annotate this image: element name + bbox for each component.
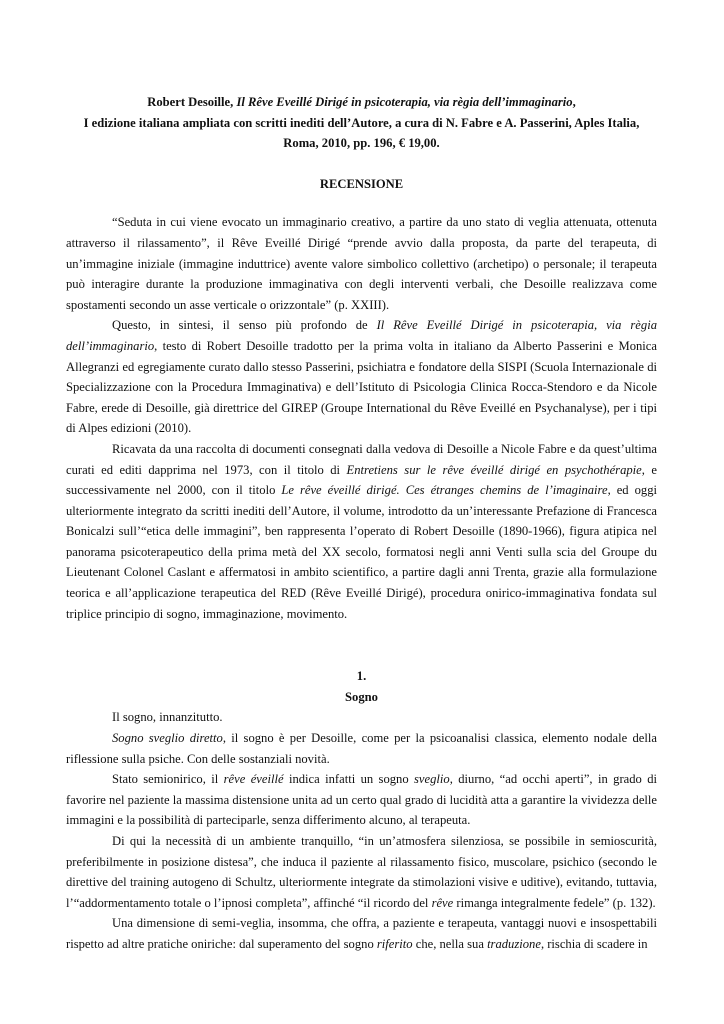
text-run: Una dimensione di semi-veglia, insomma, che offra, a paziente e terapeuta, vantaggi nuovi e insospettabili rispetto ad altre pratiche oniriche: dal superamento del sogno — [66, 916, 657, 951]
title-comma: , — [572, 95, 576, 109]
text-run: , diurno, “ad occhi aperti”, in grado di favorire nel paziente la massima distensione unita ad un certo qual grado di lucidità atta a garantire la vividezza delle immagini e la possibilità di parteciparle, senza differimento alcuno, al terapeuta. — [66, 772, 657, 828]
review-heading: RECENSIONE — [319, 176, 404, 191]
italic-run: Sogno sveglio diretto — [112, 731, 223, 746]
text-run: , ed oggi ulteriormente integrato da scritti inediti dell’Autore, il volume, introdotto da un’interessante Prefazione di Francesca Bonicalzi sull’“etica delle immagini”, ben rappresenta l’operato di Robert Desoille (1890-1966), figura atipica nel panorama psicoterapeutico della prima metà del XX secolo, formatosi negli anni Venti sulla scia del Groupe du Lieutenant Colonel Caslant e affermatosi in ambito scientifico, a partire dagli anni Trenta, grazie alla formulazione teorica e all’applicazione terapeutica del RED (Rêve Eveillé Dirigé), procedura onirico-immaginativa fondata sul triplice principio di sogno, immaginazione, movimento. — [66, 483, 657, 621]
document-page — [66, 92, 657, 955]
paragraph — [66, 439, 657, 624]
paragraph — [66, 769, 657, 831]
text-run: Il sogno, innanzitutto. — [112, 710, 223, 725]
text-run: “Seduta in cui viene evocato un immaginario creativo, a partire da uno stato di veglia attenuata, ottenuta attraverso il rilassamento”, il Rêve Eveillé Dirigé “prende avvio dalla proposta, da parte del terapeuta, di un’immagine iniziale (immagine induttrice) avente valore simbolico collettivo (archetipo) o personale; il terapeuta può interagire durante la produzione immaginativa con degli interventi verbali, che Desoille realizzava come spostamenti secondo un asse verticale o orizzontale” (p. XXIII). — [66, 215, 657, 312]
italic-run: Le rêve éveillé dirigé. Ces étranges chemins de l’imaginaire — [281, 483, 608, 498]
italic-run: Entretiens sur le rêve éveillé dirigé en psychothérapie — [346, 462, 642, 477]
paragraph — [66, 315, 657, 439]
italic-run: rêve éveillé — [223, 772, 284, 787]
title-author: Robert Desoille, — [147, 95, 237, 109]
text-run: Questo, in sintesi, il senso più profondo de — [112, 318, 377, 333]
text-run: indica infatti un sogno — [283, 772, 415, 787]
body-section — [66, 707, 657, 954]
book-title — [66, 92, 657, 113]
italic-run: rêve — [431, 895, 454, 910]
italic-run: riferito — [376, 936, 413, 951]
text-run: che, nella sua — [412, 936, 488, 951]
text-run: , rischia di scadere in — [540, 936, 648, 951]
text-run: , testo di Robert Desoille tradotto per la prima volta in italiano da Alberto Passerini e Monica Allegranzi ed egregiamente curato dallo stesso Passerini, psichiatra e fondatore della SISPI (Scuola Internazionale di Specializzazione con la Procedura Immaginativa) e dell’Istituto di Psicologia Clinica Rocca-Stendoro e da Nicole Fabre, erede di Desoille, già direttrice del GIREP (Groupe International du Rêve Eveillé en Psychanalyse), per i tipi di Alpes edizioni (2010). — [66, 338, 657, 436]
text-run: , e successivamente nel 2000, con il titolo — [66, 462, 657, 498]
text-run: Stato semionirico, il — [112, 772, 224, 787]
paragraph — [66, 913, 657, 954]
paragraph — [66, 212, 657, 315]
italic-run: Il Rêve Eveillé Dirigé in psicoterapia, via règia dell’immaginario — [66, 318, 657, 353]
text-run: Ricavata da una raccolta di documenti consegnati dalla vedova di Desoille a Nicole Fabre e da quest’ultima curati ed editi dapprima nel 1973, con il titolo di — [66, 441, 657, 477]
title-italic: Il Rêve Eveillé Dirigé in psicoterapia, via règia dell’immaginario — [236, 95, 573, 109]
text-run: rimanga integralmente fedele” (p. 132). — [453, 895, 656, 910]
italic-run: traduzione — [487, 936, 541, 951]
book-details: I edizione italiana ampliata con scritti inediti dell’Autore, a cura di N. Fabre e A. Passerini, Aples Italia, Roma, 2010, pp. 196, € 19,00. — [83, 115, 640, 151]
text-run: , il sogno è per Desoille, come per la psicoanalisi classica, elemento nodale della riflessione sulla psiche. Con delle sostanziali novità. — [66, 731, 657, 766]
italic-run: sveglio — [414, 772, 450, 787]
intro-section — [66, 212, 657, 624]
paragraph — [66, 728, 657, 769]
section-title: Sogno — [345, 689, 378, 704]
section-gap — [66, 624, 657, 666]
text-run: Di qui la necessità di un ambiente tranquillo, “in un’atmosfera silenziosa, se possibile in semioscurità, preferibilmente in posizione distesa”, che induca il paziente al rilassamento fisico, muscolare, psichico (secondo le direttive del training autogeno di Schultz, ulteriormente integrate da stimolazioni visive e uditive), evitando, tuttavia, l’“addormentamento totale o l’ipnosi completa”, affinché “il ricordo del — [66, 834, 657, 910]
paragraph — [66, 707, 657, 728]
section-number: 1. — [356, 669, 367, 684]
paragraph — [66, 831, 657, 913]
